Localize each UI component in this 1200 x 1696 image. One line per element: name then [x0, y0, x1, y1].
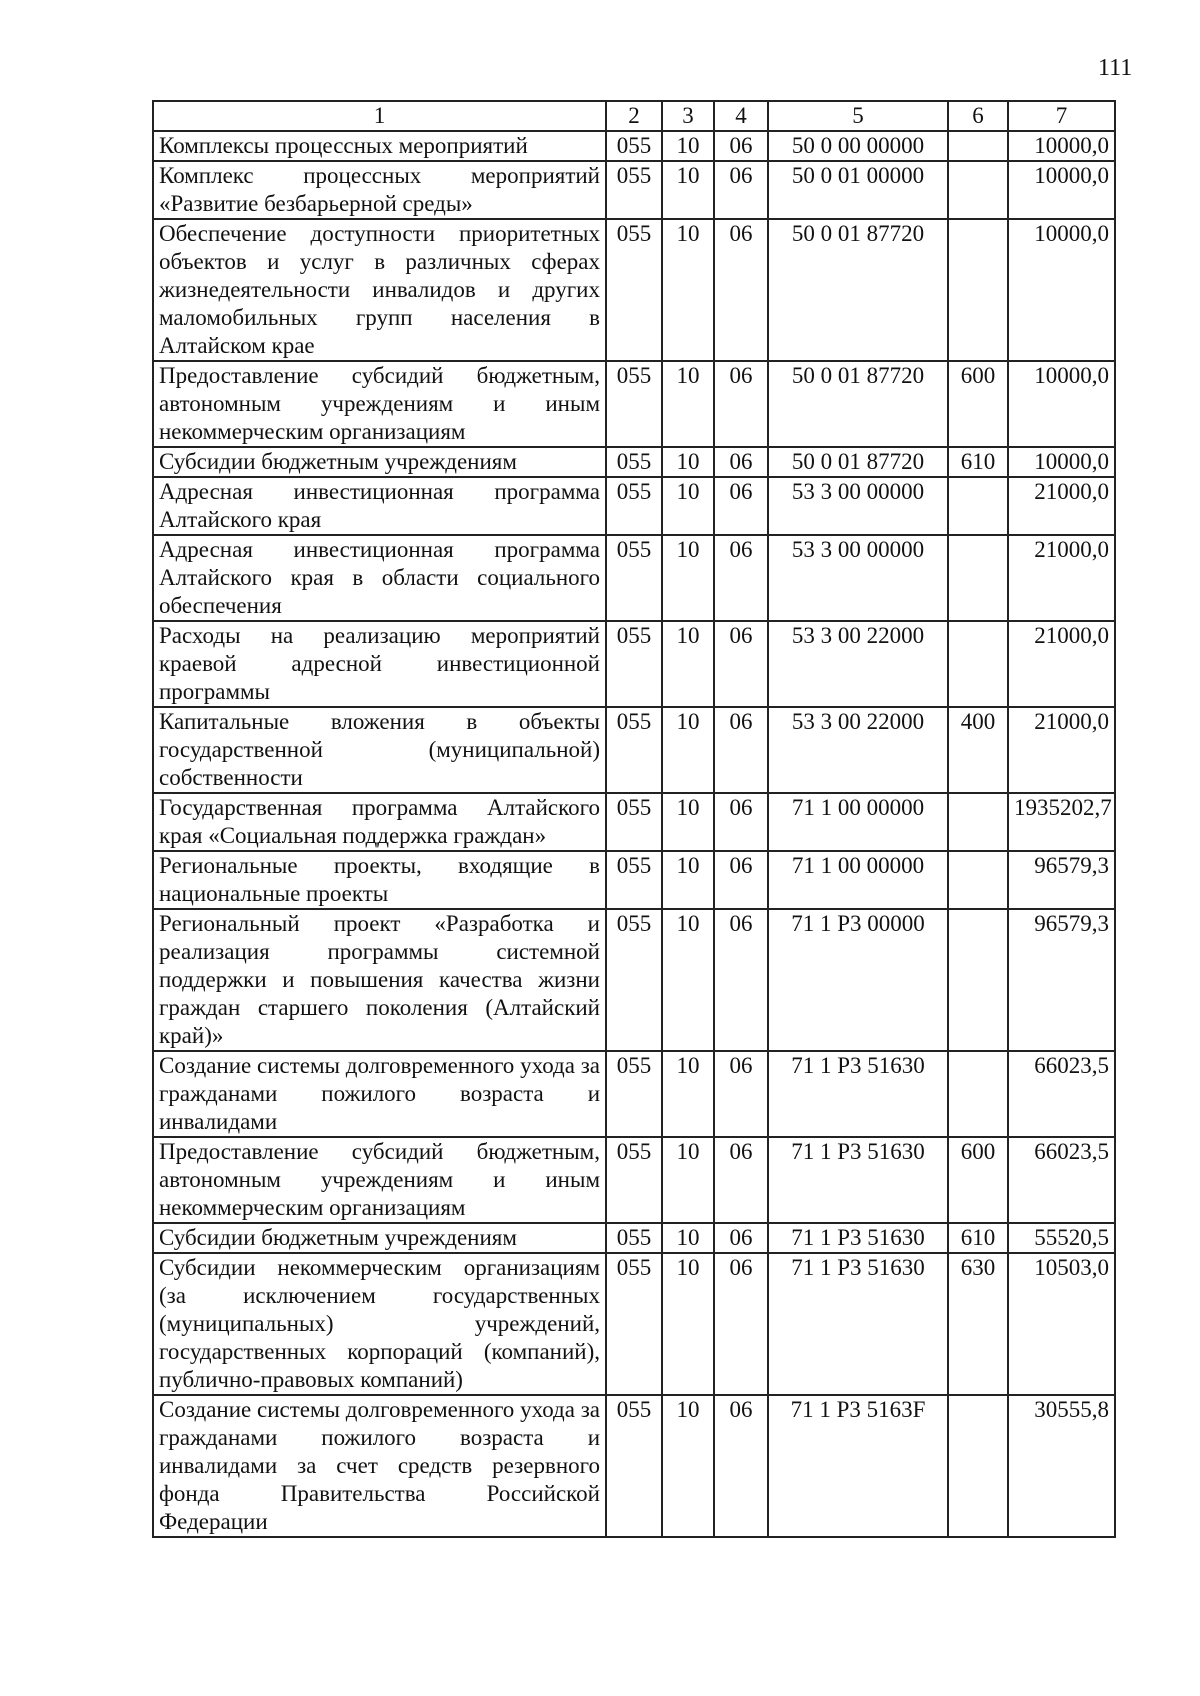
item-name-cell: Обеспечение доступности приоритетных объектов и услуг в различных сферах жизнедеятельности инвалидов и других маломобильных групп населения в Алтайском крае — [153, 219, 606, 361]
section-code-cell: 10 — [662, 909, 714, 1051]
ministry-code-cell: 055 — [606, 909, 662, 1051]
amount-cell: 1935202,7 — [1008, 793, 1115, 851]
item-name-cell: Адресная инвестиционная программа Алтайского края — [153, 477, 606, 535]
table-row — [153, 1223, 1115, 1253]
amount-cell: 10000,0 — [1008, 447, 1115, 477]
amount-cell: 30555,8 — [1008, 1395, 1115, 1537]
ministry-code-cell: 055 — [606, 1395, 662, 1537]
expense-type-cell — [948, 219, 1008, 361]
subsection-code-cell: 06 — [714, 909, 768, 1051]
expense-type-cell: 610 — [948, 447, 1008, 477]
section-code-cell: 10 — [662, 1137, 714, 1223]
target-article-cell: 50 0 01 87720 — [768, 361, 948, 447]
item-name-cell: Создание системы долговременного ухода за гражданами пожилого возраста и инвалидами за счет средств резервного фонда Правительства Российской Федерации — [153, 1395, 606, 1537]
table-row — [153, 621, 1115, 707]
amount-cell: 96579,3 — [1008, 851, 1115, 909]
amount-cell: 21000,0 — [1008, 707, 1115, 793]
header-cell: 7 — [1008, 101, 1115, 131]
table-row — [153, 477, 1115, 535]
section-code-cell: 10 — [662, 535, 714, 621]
amount-cell: 10503,0 — [1008, 1253, 1115, 1395]
target-article-cell: 71 1 Р3 5163F — [768, 1395, 948, 1537]
subsection-code-cell: 06 — [714, 447, 768, 477]
expense-type-cell — [948, 477, 1008, 535]
section-code-cell: 10 — [662, 1395, 714, 1537]
item-name-cell: Предоставление субсидий бюджетным, автономным учреждениям и иным некоммерческим организациям — [153, 1137, 606, 1223]
expense-type-cell — [948, 1051, 1008, 1137]
ministry-code-cell: 055 — [606, 1253, 662, 1395]
header-cell: 1 — [153, 101, 606, 131]
table-row — [153, 707, 1115, 793]
ministry-code-cell: 055 — [606, 1051, 662, 1137]
section-code-cell: 10 — [662, 851, 714, 909]
subsection-code-cell: 06 — [714, 131, 768, 161]
section-code-cell: 10 — [662, 621, 714, 707]
section-code-cell: 10 — [662, 219, 714, 361]
target-article-cell: 53 3 00 00000 — [768, 535, 948, 621]
amount-cell: 66023,5 — [1008, 1137, 1115, 1223]
target-article-cell: 53 3 00 22000 — [768, 707, 948, 793]
expense-type-cell: 610 — [948, 1223, 1008, 1253]
target-article-cell: 50 0 00 00000 — [768, 131, 948, 161]
section-code-cell: 10 — [662, 447, 714, 477]
table-row — [153, 535, 1115, 621]
amount-cell: 10000,0 — [1008, 361, 1115, 447]
target-article-cell: 50 0 01 87720 — [768, 447, 948, 477]
expense-type-cell — [948, 909, 1008, 1051]
amount-cell: 21000,0 — [1008, 477, 1115, 535]
table-header-row — [153, 101, 1115, 131]
table-row — [153, 1137, 1115, 1223]
subsection-code-cell: 06 — [714, 1051, 768, 1137]
target-article-cell: 50 0 01 87720 — [768, 219, 948, 361]
item-name-cell: Субсидии некоммерческим организациям (за исключением государственных (муниципальных) учреждений, государственных корпораций (компаний), публично-правовых компаний) — [153, 1253, 606, 1395]
ministry-code-cell: 055 — [606, 793, 662, 851]
page-number: 111 — [1098, 55, 1133, 81]
subsection-code-cell: 06 — [714, 851, 768, 909]
section-code-cell: 10 — [662, 707, 714, 793]
table-row — [153, 447, 1115, 477]
ministry-code-cell: 055 — [606, 535, 662, 621]
subsection-code-cell: 06 — [714, 1223, 768, 1253]
expense-type-cell: 630 — [948, 1253, 1008, 1395]
section-code-cell: 10 — [662, 161, 714, 219]
header-cell: 5 — [768, 101, 948, 131]
expense-type-cell — [948, 161, 1008, 219]
amount-cell: 21000,0 — [1008, 535, 1115, 621]
table-row — [153, 1395, 1115, 1537]
section-code-cell: 10 — [662, 1223, 714, 1253]
expense-type-cell: 600 — [948, 1137, 1008, 1223]
item-name-cell: Расходы на реализацию мероприятий краевой адресной инвестиционной программы — [153, 621, 606, 707]
target-article-cell: 71 1 Р3 51630 — [768, 1051, 948, 1137]
target-article-cell: 71 1 Р3 00000 — [768, 909, 948, 1051]
item-name-cell: Региональный проект «Разработка и реализация программы системной поддержки и повышения качества жизни граждан старшего поколения (Алтайский край)» — [153, 909, 606, 1051]
subsection-code-cell: 06 — [714, 707, 768, 793]
ministry-code-cell: 055 — [606, 707, 662, 793]
target-article-cell: 53 3 00 00000 — [768, 477, 948, 535]
target-article-cell: 71 1 00 00000 — [768, 851, 948, 909]
item-name-cell: Государственная программа Алтайского края «Социальная поддержка граждан» — [153, 793, 606, 851]
table-row — [153, 793, 1115, 851]
expense-type-cell — [948, 621, 1008, 707]
expense-type-cell — [948, 793, 1008, 851]
table-row — [153, 909, 1115, 1051]
target-article-cell: 71 1 Р3 51630 — [768, 1253, 948, 1395]
section-code-cell: 10 — [662, 477, 714, 535]
subsection-code-cell: 06 — [714, 1137, 768, 1223]
amount-cell: 21000,0 — [1008, 621, 1115, 707]
header-cell: 6 — [948, 101, 1008, 131]
ministry-code-cell: 055 — [606, 477, 662, 535]
target-article-cell: 50 0 01 00000 — [768, 161, 948, 219]
section-code-cell: 10 — [662, 1253, 714, 1395]
table-row — [153, 851, 1115, 909]
amount-cell: 66023,5 — [1008, 1051, 1115, 1137]
item-name-cell: Создание системы долговременного ухода за гражданами пожилого возраста и инвалидами — [153, 1051, 606, 1137]
target-article-cell: 71 1 Р3 51630 — [768, 1137, 948, 1223]
header-cell: 4 — [714, 101, 768, 131]
table-row — [153, 219, 1115, 361]
expense-type-cell — [948, 131, 1008, 161]
subsection-code-cell: 06 — [714, 1395, 768, 1537]
item-name-cell: Субсидии бюджетным учреждениям — [153, 447, 606, 477]
ministry-code-cell: 055 — [606, 161, 662, 219]
header-cell: 3 — [662, 101, 714, 131]
ministry-code-cell: 055 — [606, 219, 662, 361]
expense-type-cell — [948, 535, 1008, 621]
subsection-code-cell: 06 — [714, 161, 768, 219]
ministry-code-cell: 055 — [606, 1137, 662, 1223]
item-name-cell: Адресная инвестиционная программа Алтайского края в области социального обеспечения — [153, 535, 606, 621]
ministry-code-cell: 055 — [606, 447, 662, 477]
table-row — [153, 1253, 1115, 1395]
subsection-code-cell: 06 — [714, 535, 768, 621]
section-code-cell: 10 — [662, 131, 714, 161]
table-row — [153, 131, 1115, 161]
amount-cell: 10000,0 — [1008, 161, 1115, 219]
item-name-cell: Комплекс процессных мероприятий «Развитие безбарьерной среды» — [153, 161, 606, 219]
item-name-cell: Капитальные вложения в объекты государственной (муниципальной) собственности — [153, 707, 606, 793]
item-name-cell: Региональные проекты, входящие в национальные проекты — [153, 851, 606, 909]
amount-cell: 10000,0 — [1008, 219, 1115, 361]
table-row — [153, 161, 1115, 219]
section-code-cell: 10 — [662, 1051, 714, 1137]
table-row — [153, 361, 1115, 447]
section-code-cell: 10 — [662, 361, 714, 447]
header-cell: 2 — [606, 101, 662, 131]
section-code-cell: 10 — [662, 793, 714, 851]
target-article-cell: 53 3 00 22000 — [768, 621, 948, 707]
expense-type-cell: 400 — [948, 707, 1008, 793]
item-name-cell: Субсидии бюджетным учреждениям — [153, 1223, 606, 1253]
target-article-cell: 71 1 Р3 51630 — [768, 1223, 948, 1253]
subsection-code-cell: 06 — [714, 219, 768, 361]
ministry-code-cell: 055 — [606, 361, 662, 447]
ministry-code-cell: 055 — [606, 131, 662, 161]
ministry-code-cell: 055 — [606, 1223, 662, 1253]
expense-type-cell — [948, 1395, 1008, 1537]
amount-cell: 10000,0 — [1008, 131, 1115, 161]
item-name-cell: Комплексы процессных мероприятий — [153, 131, 606, 161]
expense-type-cell — [948, 851, 1008, 909]
expense-type-cell: 600 — [948, 361, 1008, 447]
target-article-cell: 71 1 00 00000 — [768, 793, 948, 851]
item-name-cell: Предоставление субсидий бюджетным, автономным учреждениям и иным некоммерческим организациям — [153, 361, 606, 447]
amount-cell: 55520,5 — [1008, 1223, 1115, 1253]
table-row — [153, 1051, 1115, 1137]
subsection-code-cell: 06 — [714, 793, 768, 851]
ministry-code-cell: 055 — [606, 851, 662, 909]
subsection-code-cell: 06 — [714, 477, 768, 535]
subsection-code-cell: 06 — [714, 621, 768, 707]
amount-cell: 96579,3 — [1008, 909, 1115, 1051]
budget-table — [152, 100, 1116, 1538]
ministry-code-cell: 055 — [606, 621, 662, 707]
subsection-code-cell: 06 — [714, 1253, 768, 1395]
subsection-code-cell: 06 — [714, 361, 768, 447]
